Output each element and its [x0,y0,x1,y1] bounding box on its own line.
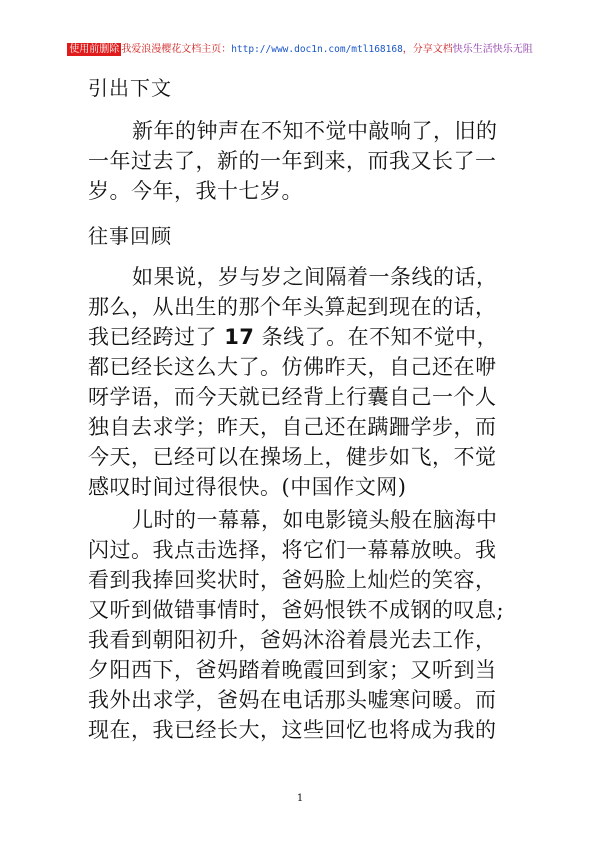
header-link[interactable]: http://www.doc1n.com/mtl168168 [231,44,403,55]
paragraph-line: 闪过。我点击选择，将它们一幕幕放映。我 [88,538,497,562]
paragraph-new-year [88,116,518,206]
page-number: 1 [296,793,304,804]
header-badge: 使用前删除 [69,44,120,55]
paragraph-years [88,262,518,502]
paragraph-line: 如果说，岁与岁之间隔着一条线的话， [132,265,498,289]
paragraph-line: 夕阳西下，爸妈踏着晚霞回到家；又听到当 [88,658,497,682]
bold-number: 17 [224,325,255,349]
document-header [0,40,600,55]
paragraph-line [88,322,518,352]
paragraph-line: 我看到朝阳初升，爸妈沐浴着晨光去工作， [88,628,497,652]
paragraph-line: 那么，从出生的那个年头算起到现在的话， [88,295,497,319]
document-body [88,70,518,745]
paragraph-line: 都已经长这么大了。仿佛昨天，自己还在咿 [88,355,497,379]
paragraph-line: 现在，我已经长大，这些回忆也将成为我的 [88,718,497,742]
paragraph-line: 儿时的一幕幕，如电影镜头般在脑海中 [132,508,498,532]
paragraph-line: 我外出求学，爸妈在电话那头嘘寒问暖。而 [88,688,497,712]
header-text: 我爱浪漫樱花文档主页： [121,44,232,55]
paragraph-line: 今天，已经可以在操场上，健步如飞，不觉 [88,445,497,469]
line-text: 条线了。在不知不觉中， [254,325,499,349]
header-slogan: 快乐生活快乐无阻 [452,44,533,55]
section-heading-memories: 往事回顾 [88,224,172,248]
line-text: 我已经跨过了 [88,325,225,349]
paragraph-line: 岁。今年，我十七岁。 [88,179,303,203]
section-heading-intro: 引出下文 [88,76,172,100]
paragraph-line: 看到我捧回奖状时，爸妈脸上灿烂的笑容， [88,568,497,592]
paragraph-childhood [88,505,518,745]
paragraph-line: 又听到做错事情时，爸妈恨铁不成钢的叹息; [88,598,505,622]
paragraph-line: 感叹时间过得很快。(中国作文网) [88,475,407,499]
paragraph-line: 呀学语，而今天就已经背上行囊自己一个人 [88,385,497,409]
header-share-text: ，分享文档 [402,44,453,55]
paragraph-line: 一年过去了，新的一年到来，而我又长了一 [88,149,497,173]
paragraph-line: 独自去求学；昨天，自己还在蹒跚学步，而 [88,415,497,439]
paragraph-line: 新年的钟声在不知不觉中敲响了，旧的 [132,119,498,143]
